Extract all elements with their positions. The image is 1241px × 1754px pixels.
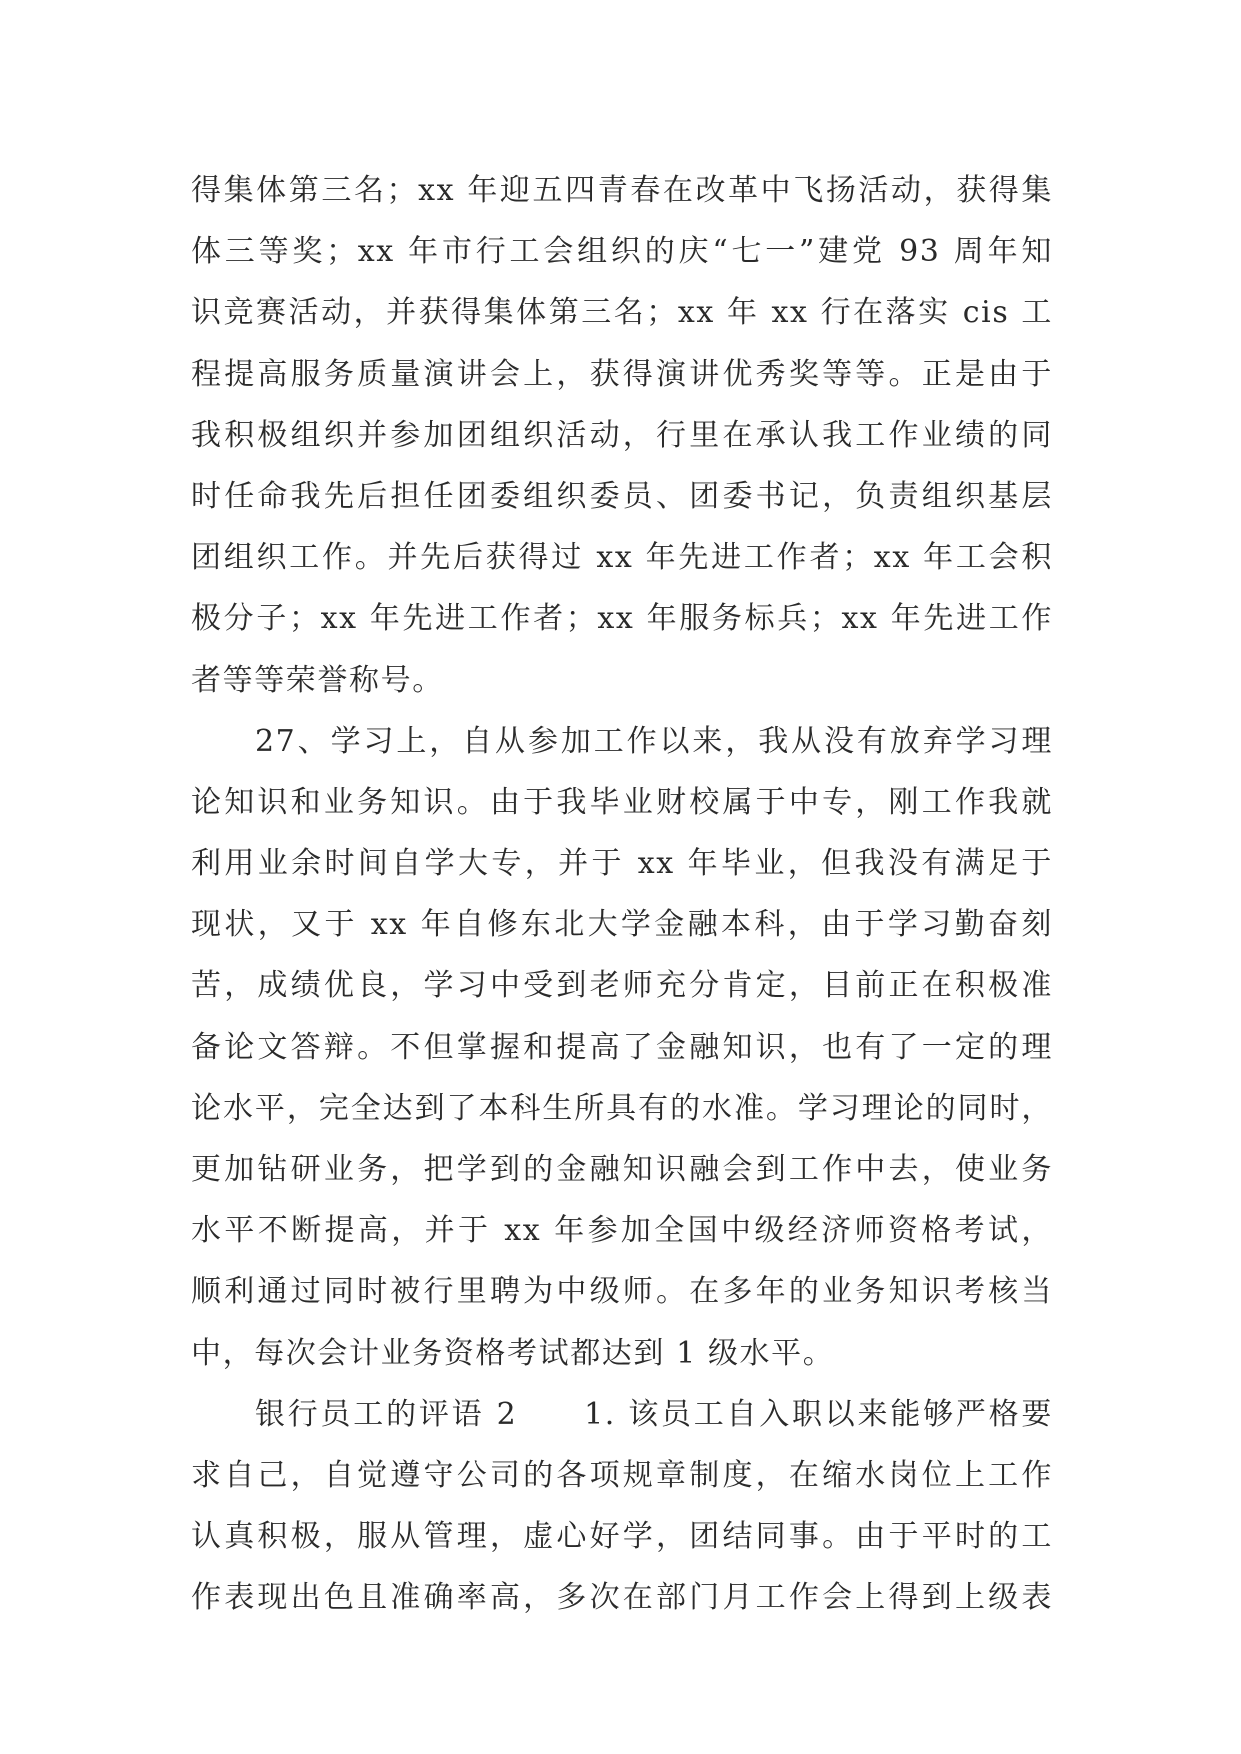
text-line: 者等等荣誉称号。 (191, 662, 444, 698)
text-line: 得集体第三名；xx 年迎五四青春在改革中飞扬活动，获得集 (191, 173, 1053, 208)
text-line: 利用业余时间自学大专，并于 xx 年毕业，但我没有满足于 (191, 846, 1053, 882)
text-line: 团组织工作。并先后获得过 xx 年先进工作者；xx 年工会积 (191, 540, 1053, 576)
text-line: 论知识和业务知识。由于我毕业财校属于中专，刚工作我就 (191, 784, 1053, 820)
text-line: 水平不断提高，并于 xx 年参加全国中级经济师资格考试， (191, 1213, 1053, 1249)
text-line: 更加钻研业务，把学到的金融知识融会到工作中去，使业务 (191, 1152, 1053, 1187)
text-line: 备论文答辩。不但掌握和提高了金融知识，也有了一定的理 (191, 1029, 1053, 1065)
text-line: 作表现出色且准确率高，多次在部门月工作会上得到上级表 (191, 1580, 1053, 1616)
text-line: 求自己，自觉遵守公司的各项规章制度，在缩水岗位上工作 (191, 1457, 1053, 1493)
text-line: 顺利通过同时被行里聘为中级师。在多年的业务知识考核当 (191, 1274, 1053, 1310)
text-line: 程提高服务质量演讲会上，获得演讲优秀奖等等。正是由于 (191, 356, 1053, 392)
text-line: 论水平，完全达到了本科生所具有的水准。学习理论的同时， (191, 1090, 1053, 1126)
text-line: 中，每次会计业务资格考试都达到 1 级水平。 (191, 1335, 835, 1371)
text-line: 识竞赛活动，并获得集体第三名；xx 年 xx 行在落实 cis 工 (191, 295, 1053, 331)
paragraph-start-line: 27、学习上，自从参加工作以来，我从没有放弃学习理 (255, 723, 1053, 759)
text-line: 时任命我先后担任团委组织委员、团委书记，负责组织基层 (191, 478, 1053, 514)
text-line: 苦，成绩优良，学习中受到老师充分肯定，目前正在积极准 (191, 968, 1053, 1004)
text-line: 体三等奖；xx 年市行工会组织的庆“七一”建党 93 周年知 (191, 234, 1053, 270)
document-body (191, 160, 1053, 1629)
text-line: 我积极组织并参加团组织活动，行里在承认我工作业绩的同 (191, 417, 1053, 453)
text-line: 现状，又于 xx 年自修东北大学金融本科，由于学习勤奋刻 (191, 907, 1053, 943)
paragraph-start-line: 银行员工的评语 2 1. 该员工自入职以来能够严格要 (255, 1396, 1053, 1432)
text-line: 极分子；xx 年先进工作者；xx 年服务标兵；xx 年先进工作 (191, 601, 1053, 637)
text-line: 认真积极，服从管理，虚心好学，团结同事。由于平时的工 (191, 1519, 1053, 1555)
